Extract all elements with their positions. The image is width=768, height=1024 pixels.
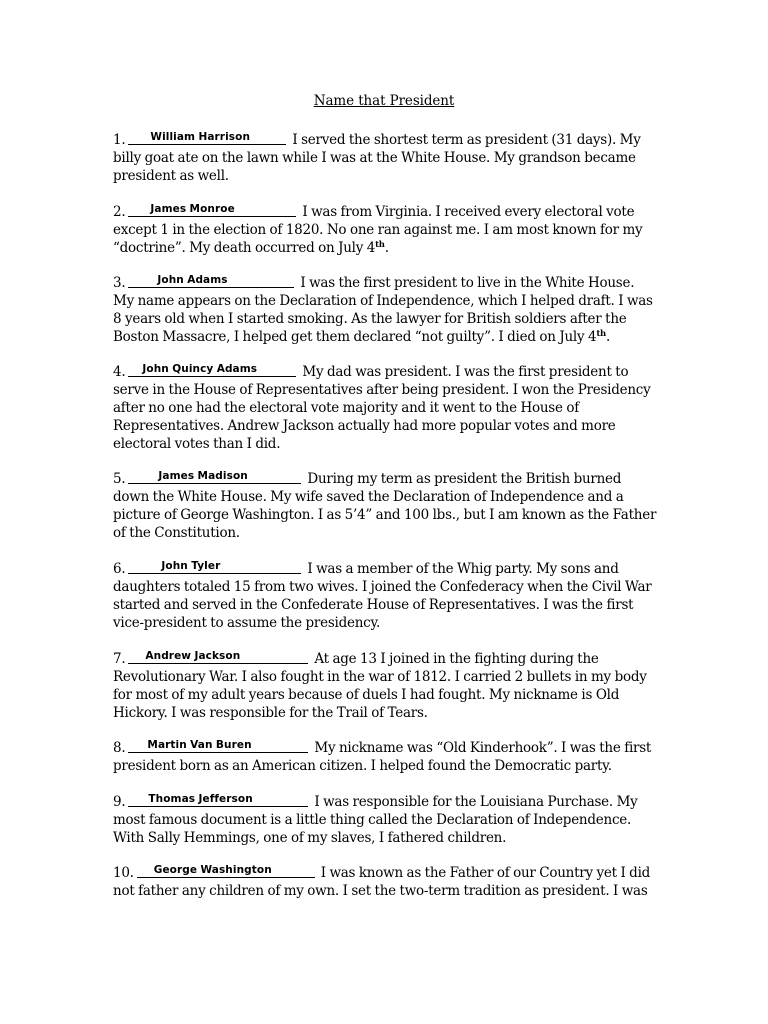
question-item-2 — [113, 201, 658, 257]
answer-text: George Washington — [153, 864, 272, 876]
question-text: I served the shortest term as president (31 days). My billy goat ate on the lawn while I was at the White House. My grandson became president as well. — [113, 132, 641, 184]
answer-blank — [128, 737, 308, 753]
question-item-5 — [113, 468, 658, 542]
question-number: 1. — [113, 132, 126, 148]
answer-text: James Madison — [158, 470, 248, 482]
question-number: 8. — [113, 740, 126, 756]
answer-blank — [128, 129, 286, 145]
question-number: 2. — [113, 204, 126, 220]
answer-blank — [128, 272, 294, 288]
question-item-10 — [113, 862, 658, 900]
answer-text: William Harrison — [150, 131, 251, 143]
answer-text: John Adams — [157, 274, 228, 286]
answer-text: John Tyler — [161, 560, 221, 572]
answer-text: Martin Van Buren — [147, 739, 252, 751]
question-number: 3. — [113, 275, 126, 291]
answer-text: Andrew Jackson — [145, 650, 241, 662]
question-number: 4. — [113, 364, 126, 380]
answer-text: John Quincy Adams — [142, 363, 258, 375]
answer-text: Thomas Jefferson — [148, 793, 253, 805]
question-item-8 — [113, 737, 658, 775]
question-text: My dad was president. I was the first president to serve in the House of Representatives after being president. I won the Presidency after no one had the electoral vote majority and it went to the House of Representatives. Andrew Jackson actually had more popular votes and more electoral votes than I did. — [113, 364, 651, 452]
question-number: 7. — [113, 651, 126, 667]
answer-blank — [128, 361, 296, 377]
question-item-1 — [113, 129, 658, 185]
answer-blank — [137, 862, 315, 878]
question-item-7 — [113, 648, 658, 722]
question-item-4 — [113, 361, 658, 453]
answer-blank — [128, 791, 308, 807]
question-number: 6. — [113, 561, 126, 577]
ordinal-suffix: th — [596, 329, 606, 339]
question-text-end: . — [605, 329, 611, 345]
answer-blank — [128, 201, 296, 217]
question-text: I was from Virginia. I received every electoral vote except 1 in the election of 1820. No one ran against me. I am most known for my “doctrine”. My death occurred on July 4 — [113, 204, 643, 256]
page-title: Name that President — [313, 93, 455, 109]
question-number: 9. — [113, 794, 126, 810]
question-text: I was the first president to live in the White House. My name appears on the Declaration of Independence, which I helped draft. I was 8 years old when I started smoking. As the lawyer for British soldiers after the Boston Massacre, I helped get them declared “not guilty”. I died on July 4 — [113, 275, 653, 345]
question-text: During my term as president the British burned down the White House. My wife saved the Declaration of Independence and a picture of George Washington. I as 5’4” and 100 lbs., but I am known as the Father of the Constitution. — [113, 471, 657, 541]
question-text-end: . — [384, 240, 389, 256]
question-text: My nickname was “Old Kinderhook”. I was the first president born as an American citizen. I helped found the Democratic party. — [113, 740, 652, 774]
question-text: I was a member of the Whig party. My sons and daughters totaled 15 from two wives. I joined the Confederacy when the Civil War started and served in the Confederate House of Representatives. I was the first vice-president to assume the presidency. — [113, 561, 652, 631]
question-item-3 — [113, 272, 658, 346]
ordinal-suffix: th — [375, 240, 385, 250]
answer-blank — [128, 558, 301, 574]
question-number: 10. — [113, 865, 134, 881]
question-text: I was responsible for the Louisiana Purchase. My most famous document is a little thing called the Declaration of Independence. With Sally Hemmings, one of my slaves, I fathered children. — [113, 794, 638, 846]
question-item-6 — [113, 558, 658, 632]
answer-text: James Monroe — [150, 203, 235, 215]
question-text: At age 13 I joined in the fighting during the Revolutionary War. I also fought in the war of 1812. I carried 2 bullets in my body for most of my adult years because of duels I had fought. My nickname is Old Hickory. I was responsible for the Trail of Tears. — [113, 651, 647, 721]
answer-blank — [128, 648, 308, 664]
answer-blank — [128, 468, 301, 484]
question-item-9 — [113, 791, 658, 847]
question-number: 5. — [113, 471, 126, 487]
question-text: I was known as the Father of our Country yet I did not father any children of my own. I set the two-term tradition as president. I was — [113, 865, 651, 899]
